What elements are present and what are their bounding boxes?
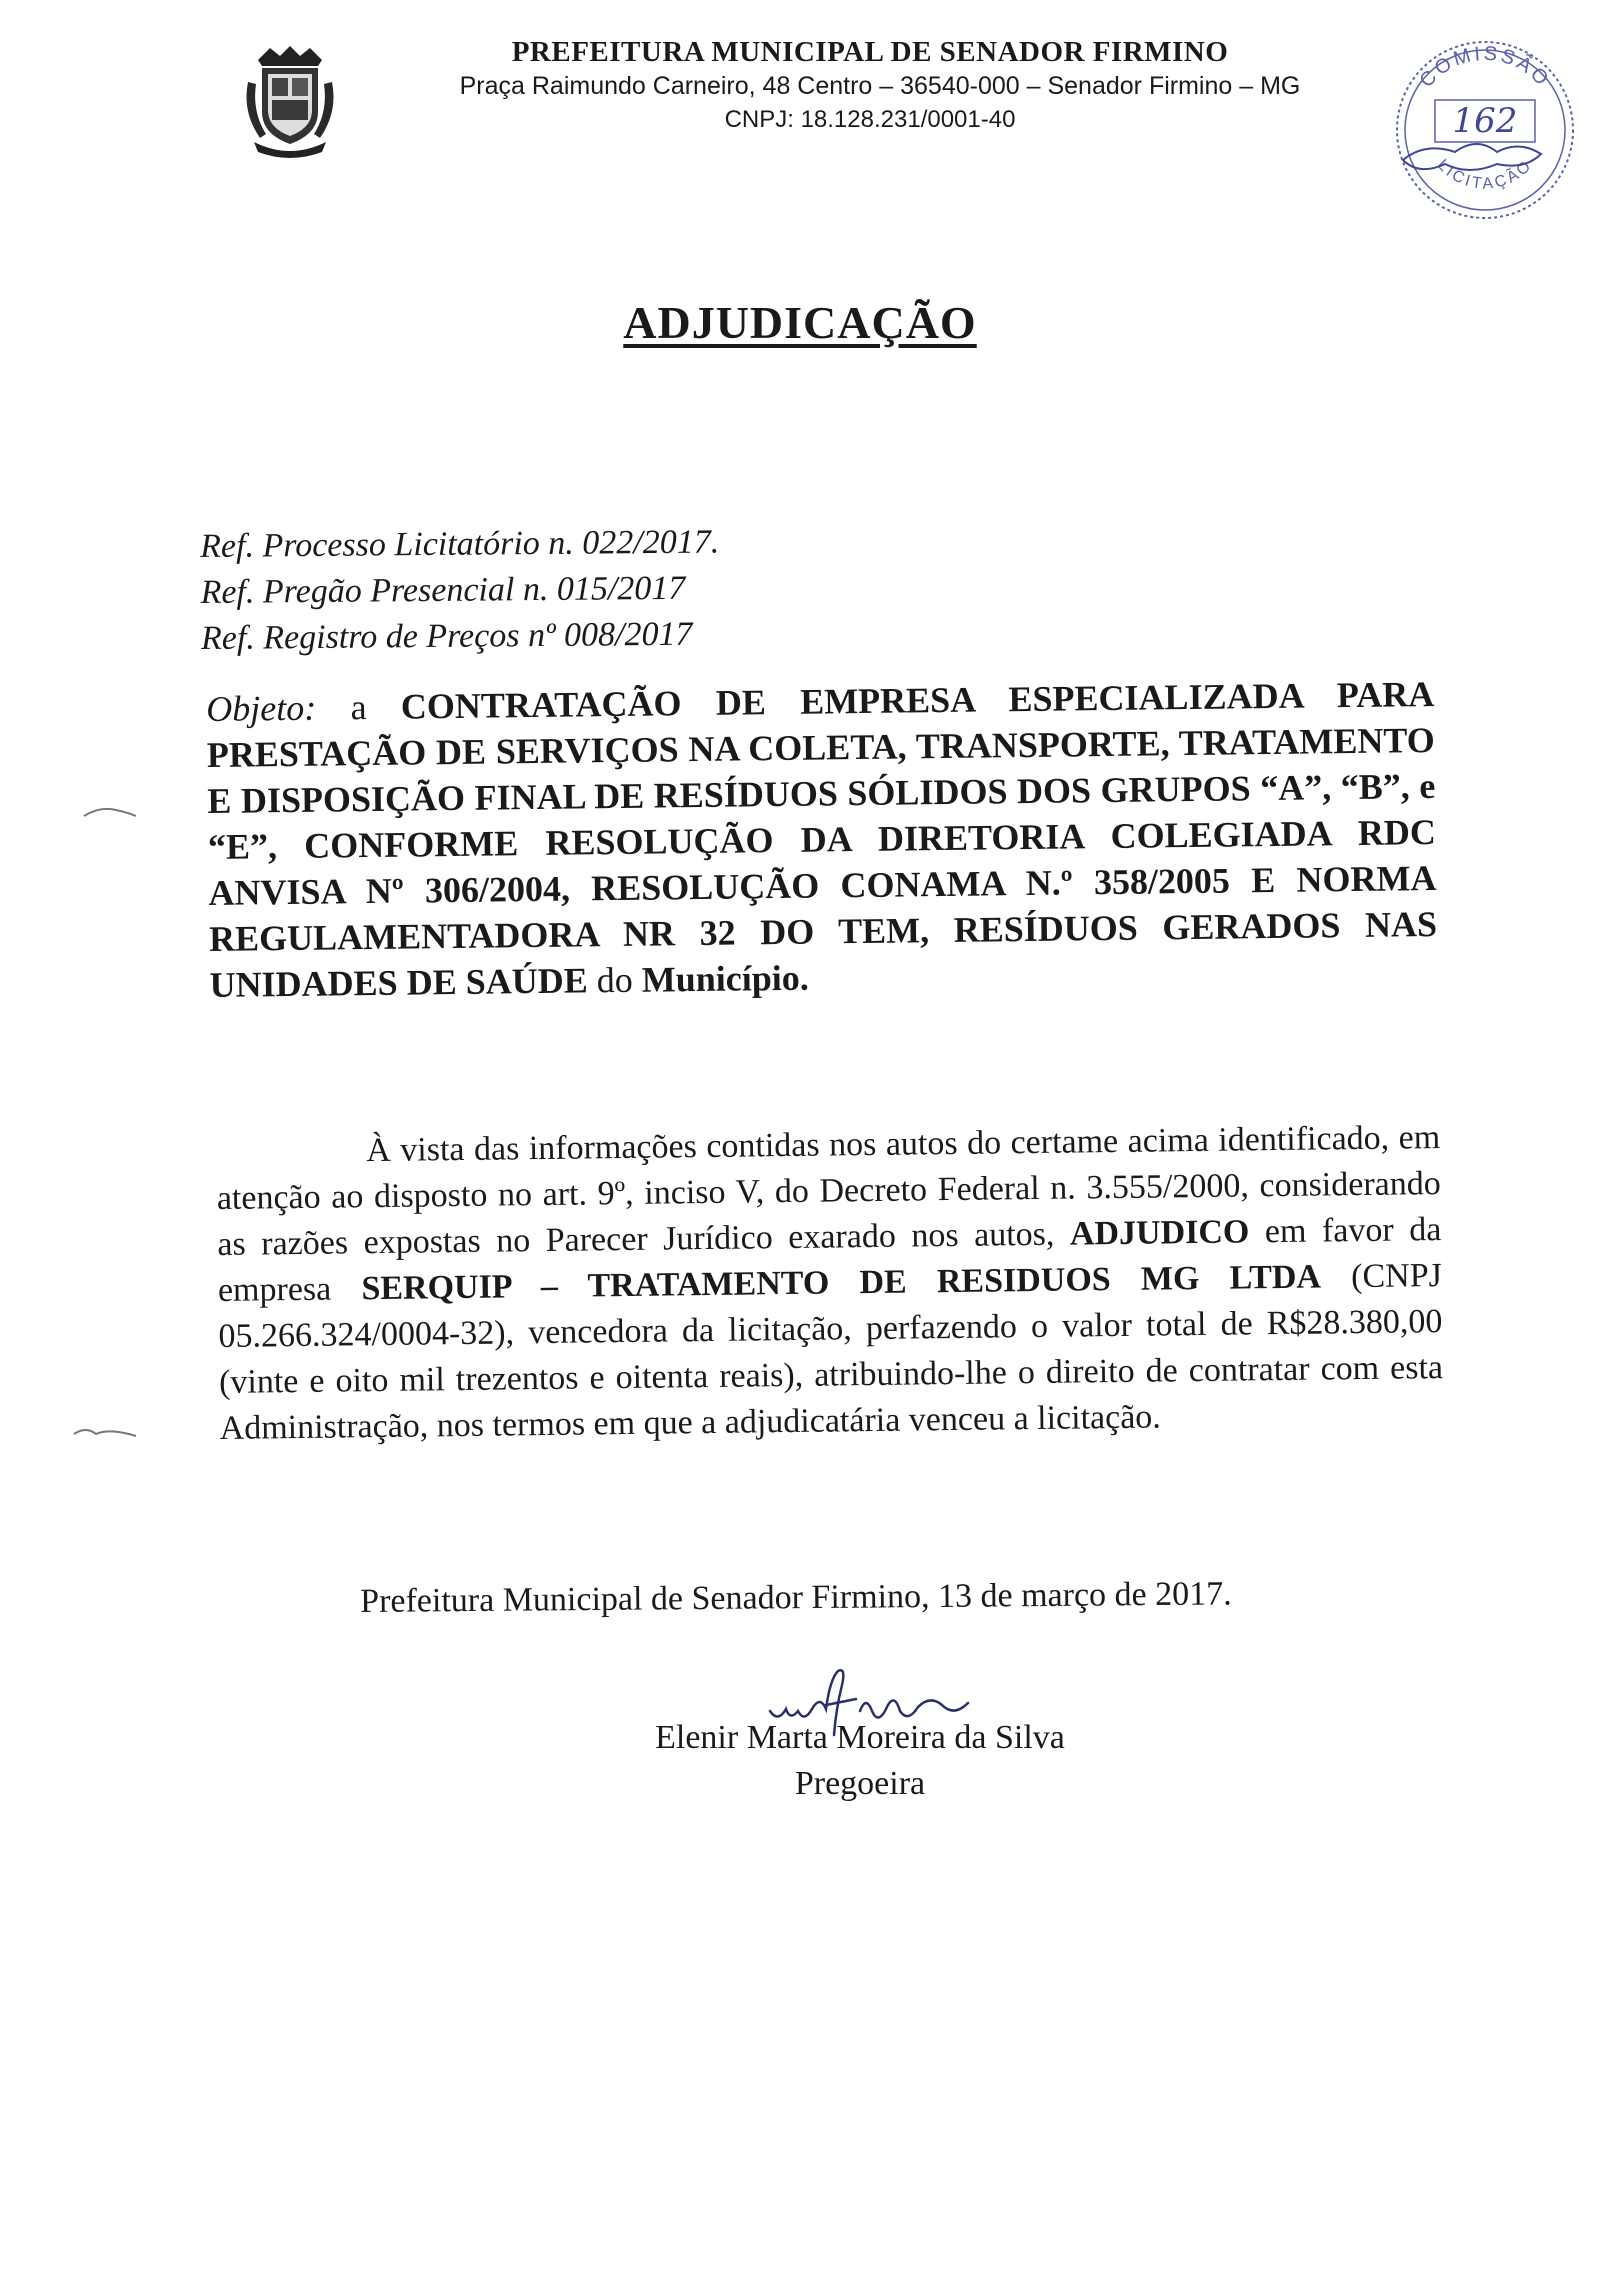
references <box>200 518 901 662</box>
objeto-last: Município. <box>641 957 809 1000</box>
body-part2: em favor da empresa <box>217 1211 1442 1309</box>
adjudication-paragraph <box>216 1115 1444 1452</box>
objeto-text: CONTRATAÇÃO DE EMPRESA ESPECIALIZADA PARA PRESTAÇÃO DE SERVIÇOS NA COLETA, TRANSPORTE, TRATAMENTO E DISPOSIÇÃO FINAL DE RESÍDUOS SÓLIDOS DOS GRUPOS “A”, “B”, e “E”, CONFORME RESOLUÇÃO DA DIRETORIA COLEGIADA RDC ANVISA Nº 306/2004, RESOLUÇÃO CONAMA N.º 358/2005 E NORMA REGULAMENTADORA NR 32 DO TEM, RESÍDUOS GERADOS NAS UNIDADES DE SAÚDE <box>206 673 1438 1005</box>
municipal-crest-icon <box>240 42 340 162</box>
ref-pregao: Ref. Pregão Presencial n. 015/2017 <box>200 569 686 611</box>
org-address: Praça Raimundo Carneiro, 48 Centro – 36540-000 – Senador Firmino – MG <box>459 72 1301 100</box>
ref-registro: Ref. Registro de Preços nº 008/2017 <box>200 615 693 657</box>
svg-text:LICITAÇÃO <box>1434 156 1537 192</box>
signer-role: Pregoeira <box>794 1765 926 1802</box>
signer-block <box>560 1715 1160 1807</box>
org-cnpj: CNPJ: 18.128.231/0001-40 <box>724 106 1016 133</box>
objeto-article: a <box>350 687 367 728</box>
document-title <box>0 296 1600 349</box>
body-part3: (CNPJ 05.266.324/0004-32), vencedora da licitação, perfazendo o valor total de R$28.380,00 (vinte e oito mil trezentos e oitenta reais), atribuindo-lhe o direito de contratar com esta Administração, nos termos em que a adjudicatária venceu a licitação. <box>218 1257 1444 1447</box>
stamp-bottom-text: LICITAÇÃO <box>1433 156 1537 193</box>
objeto-paragraph <box>206 671 1438 1008</box>
org-name: PREFEITURA MUNICIPAL DE SENADOR FIRMINO <box>511 36 1229 68</box>
body-adjudico: ADJUDICO <box>1069 1213 1250 1253</box>
document-title-text: ADJUDICAÇÃO <box>623 297 977 348</box>
body-company: SERQUIP – TRATAMENTO DE RESIDUOS MG LTDA <box>361 1258 1322 1308</box>
objeto-tail: do <box>596 959 633 1001</box>
margin-mark-icon <box>80 800 140 824</box>
stamp-top-text: COMISSÃO <box>1415 42 1555 92</box>
body-part1: À vista das informações contidas nos autos do certame acima identificado, em atenção ao disposto no art. 9º, inciso V, do Decreto Federal n. 3.555/2000, considerando as razões expostas no Parecer Jurídico exarado nos autos, <box>216 1119 1441 1263</box>
commission-stamp <box>1385 30 1585 230</box>
margin-mark-icon <box>70 1420 140 1444</box>
stamp-page-number: 162 <box>1452 101 1518 141</box>
signer-name: Elenir Marta Moreira da Silva <box>655 1719 1065 1756</box>
svg-text:COMISSÃO <box>1416 43 1555 92</box>
objeto-label: Objeto: <box>206 687 317 729</box>
place-date: Prefeitura Municipal de Senador Firmino, 13 de março de 2017. <box>360 1575 1232 1620</box>
ref-process: Ref. Processo Licitatório n. 022/2017. <box>200 523 720 565</box>
